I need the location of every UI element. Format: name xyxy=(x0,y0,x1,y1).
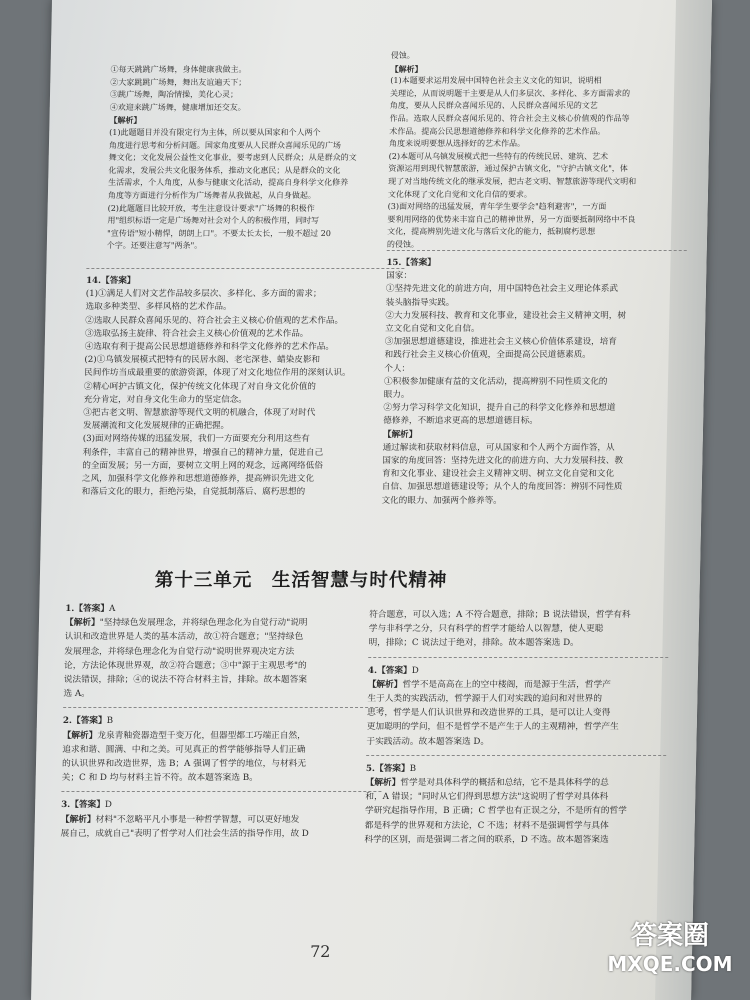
analysis-line: 角度，要从人民群众喜闻乐见的、人民群众喜闻乐见的文艺 xyxy=(389,101,598,111)
answer-value: D xyxy=(104,800,113,811)
question-block xyxy=(366,664,668,749)
continued-line: 明，排除；C 说法过于绝对，排除。故本题答案选 D。 xyxy=(368,638,579,649)
analysis-line: "宣传语"短小精悍，朗朗上口"。不要太长太长，一般不超过 20 xyxy=(107,228,331,238)
analysis-line: 关理论，从而说明题干主要是从人们多层次、多样化、多方面需求的 xyxy=(389,88,631,98)
slogan-line: ③跳广场舞，陶冶情操，美化心灵； xyxy=(109,90,239,100)
analysis-line: (1)此题题目并没有限定行为主体，所以要从国家和个人两个 xyxy=(109,127,321,137)
answer-tag: 1.【答案】 xyxy=(65,604,110,614)
analysis-line: 的侵蚀。 xyxy=(386,239,419,249)
analysis-line: 追求和谐、圆满、中和之美。可见真正的哲学能够指导人们正确 xyxy=(62,744,306,755)
analysis-line: 发展理念，并将绿色理念化为自觉行动"说明世界观决定方法 xyxy=(64,646,295,657)
analysis-tag: 【解析】 xyxy=(390,63,423,74)
analysis-line: 术作品。提高公民思想道德修养和科学文化修养的艺术作品。 xyxy=(389,126,606,136)
analysis-tag: 【解析】 xyxy=(62,730,98,741)
answer-line: 装头脑指导实践。 xyxy=(385,297,455,308)
analysis-line: (1)本题要求运用发展中国特色社会主义文化的知识，说明相 xyxy=(390,76,602,86)
analysis-line: 文化体现了文化自觉和文化自信的要求。 xyxy=(387,189,533,199)
analysis-line: 说法错误，排除；④的说法不符合材料主旨，排除。故本题答案 xyxy=(63,675,308,686)
answer-line: ②努力学习科学文化知识，提升自己的科学文化修养和思想道 xyxy=(383,403,616,414)
analysis-line: 选 A。 xyxy=(63,689,90,700)
answer-line: 德修养，不断追求更高的思想道德目标。 xyxy=(383,416,538,427)
answer-value: D xyxy=(411,665,419,676)
analysis-line: (2)此题题目比较开放，考生注意设计要求"广场舞的积极作 xyxy=(107,203,315,213)
divider xyxy=(366,755,666,756)
analysis-line: 认识和改造世界是人类的基本活动，故①符合题意；"坚持绿色 xyxy=(64,632,304,643)
answer-line: 利条件，丰富自己的精神世界，增强自己的精神力量，促进自己 xyxy=(82,447,324,458)
answer-line: 和落后文化的眼力，拒绝污染，自觉抵制落后、腐朽思想的 xyxy=(81,487,306,498)
answer-line: ③加强思想道德建设，推进社会主义核心价值体系建设，培育 xyxy=(384,337,617,348)
answer-value: B xyxy=(409,763,417,774)
analysis-line: 资源运用到现代智慧旅游，通过保护古镇文化，"守护古镇文化"，体 xyxy=(388,164,628,174)
analysis-line: "坚持绿色发展理念，并将绿色理念化为自觉行动"说明 xyxy=(99,618,308,629)
answer-tag: 15.【答案】 xyxy=(386,258,436,268)
analysis-line: 材料"不忽略平凡小事是一种哲学智慧，可以更好地发 xyxy=(95,814,300,825)
analysis-line: (3)面对网络的迅猛发展，青年学生要学会"趋利避害"，一方面 xyxy=(387,202,607,212)
analysis-line: 自信、加强思想道德建设等；从个人的角度回答：辨别不同性质 xyxy=(381,482,623,493)
answer-line: 和践行社会主义核心价值观，全面提高公民道德素质。 xyxy=(384,350,591,361)
watermark-text: 答案圈 xyxy=(630,921,709,951)
book-page xyxy=(31,0,712,1000)
answer-tag: 14.【答案】 xyxy=(86,276,136,286)
answer-tag: 3.【答案】 xyxy=(61,800,106,811)
analysis-line: 论，方法论体现世界观，故②符合题意；③中"源于主观思考"的 xyxy=(63,660,307,671)
question-block xyxy=(62,714,383,785)
analysis-line: 角度来说明要想从选择好的艺术作品。 xyxy=(388,139,526,149)
analysis-line: 龙泉青釉瓷器造型千变万化，但器型都工巧端正自然， xyxy=(97,730,306,741)
question-block xyxy=(60,798,381,841)
analysis-line: 关；C 和 D 均与材料主旨不符。故本题答案选 B。 xyxy=(61,773,258,784)
answer-line: ④选取有利于提高公民思想道德修养和科学文化修养的艺术作品。 xyxy=(84,342,335,353)
top-left-column xyxy=(107,64,407,253)
unit-title: 第十三单元 生活智慧与时代精神 xyxy=(154,570,448,591)
analysis-line: 都是科学的世界观和方法论，C 不选；材料不是强调哲学与具体 xyxy=(364,820,609,831)
analysis-line: 思考，哲学是人们认识世界和改造世界的工具，是可以让人变得 xyxy=(366,708,611,719)
analysis-line: 文化，提高辨别先进文化与落后文化的能力，抵制腐朽思想 xyxy=(387,227,596,237)
answer-line: 个人： xyxy=(384,363,411,374)
bottom-left-column xyxy=(60,602,385,844)
analysis-tag: 【解析】 xyxy=(365,778,401,789)
answer-line: ①积极参加健康有益的文化活动，提高辨别不同性质文化的 xyxy=(383,376,608,387)
divider xyxy=(387,250,687,251)
answer-value: B xyxy=(106,716,114,727)
answer-line: 发展潮流和文化发展规律的正确把握。 xyxy=(82,421,230,432)
analysis-line: 国家的角度回答：坚持先进文化的前进方向、大力发展科技、教 xyxy=(382,456,624,467)
analysis-line: 用"组织标语一定是广场舞对社会对个人的积极作用，同时写 xyxy=(107,216,320,226)
answer-line: 立文化自觉和文化自信。 xyxy=(385,324,480,335)
analysis-line: 和，A 错误；"同时从它们得到思想方法"这说明了哲学对具体科 xyxy=(365,792,609,803)
analysis-line: 展自己，成就自己"表明了哲学对人们社会生活的指导作用，故 D xyxy=(60,828,309,839)
analysis-line: 文化的眼力、加强两个修养等。 xyxy=(381,495,502,506)
continued-line: 符合题意，可以入选；A 不符合题意，排除；B 说法错误，哲学有科 xyxy=(369,610,631,620)
continued-line: 侵蚀。 xyxy=(390,51,415,60)
answer-line: (1)①满足人们对文艺作品较多层次、多样化、多方面的需求； xyxy=(85,289,322,300)
analysis-line: 哲学不是高高在上的空中楼阁，而是源于生活，哲学产 xyxy=(402,679,612,690)
analysis-line: 哲学是对具体科学的概括和总结，它不是具体科学的总 xyxy=(400,778,609,789)
analysis-line: 于实践活动。故本题答案选 D。 xyxy=(366,736,490,747)
answer-line: 充分肯定，对自身文化生命力的坚定信念。 xyxy=(83,394,248,405)
analysis-line: 科学的区别，而是强调二者之间的联系，D 不选。故本题答案选 xyxy=(364,834,609,845)
question-block xyxy=(364,762,666,847)
slogan-line: ①每天跳跳广场舞，身体健康我做主。 xyxy=(110,65,247,74)
analysis-line: 通过解读和获取材料信息，可从国家和个人两个方面作答，从 xyxy=(382,442,615,453)
analysis-line: 个字。还要注意写"两条"。 xyxy=(106,241,203,251)
answer-line: ③把古老文明、智慧旅游等现代文明的机融合，体现了对时代 xyxy=(83,408,316,419)
divider xyxy=(63,707,383,708)
divider xyxy=(61,791,381,792)
question-15 xyxy=(381,244,687,508)
answer-line: 的全面发展；另一方面，要树立文明上网的观念，远离网络低俗 xyxy=(82,460,323,471)
watermark-logo xyxy=(600,920,740,976)
analysis-line: 角度进行思考和分析问题。国家角度要从人民群众喜闻乐见的广场 xyxy=(108,140,342,150)
question-14 xyxy=(82,262,405,499)
bottom-right-column xyxy=(364,608,669,850)
answer-line: ②选取人民群众喜闻乐见的、符合社会主义核心价值观的艺术作品。 xyxy=(85,315,344,326)
answer-line: 民间作坊当成最重要的旅游资源，体现了对文化地位作用的深刻认识。 xyxy=(84,368,351,379)
answer-line: ①坚持先进文化的前进方向，用中国特色社会主义理论体系武 xyxy=(385,284,619,295)
analysis-line: 生活需求，个人角度，从参与健康文化活动，提高自身科学文化修养 xyxy=(108,178,349,188)
answer-value: A xyxy=(108,604,116,614)
analysis-line: 更加聪明的学问，但不是哲学不是产生于人的主观精神，哲学产生 xyxy=(366,722,619,733)
question-block xyxy=(63,602,385,701)
answer-line: ③选取弘扬主旋律、符合社会主义核心价值观的艺术作品。 xyxy=(84,328,309,339)
answer-tag: 4.【答案】 xyxy=(367,665,412,676)
analysis-line: 角度等方面进行分析作为广场舞者从我做起，从自身做起。 xyxy=(107,190,317,200)
analysis-tag: 【解析】 xyxy=(64,618,100,629)
page-number: 72 xyxy=(309,942,331,961)
answer-tag: 2.【答案】 xyxy=(62,716,107,727)
analysis-line: 生于人类的实践活动，哲学源于人们对实践的追问和对世界的 xyxy=(367,694,603,705)
divider xyxy=(86,268,404,269)
answer-line: (3)面对网络传媒的迅猛发展，我们一方面要充分利用这些有 xyxy=(82,434,310,445)
answer-line: 之风，加强科学文化修养和思想道德修养，提高辨识先进文化 xyxy=(81,474,315,485)
analysis-tag: 【解析】 xyxy=(367,679,403,690)
answer-line: 选取多种类型、多样风格的艺术作品。 xyxy=(85,302,232,313)
analysis-line: 育和文化事业、建设社会主义精神文明、树立文化自觉和文化 xyxy=(381,469,615,480)
analysis-tag: 【解析】 xyxy=(60,814,96,825)
analysis-line: 现了对当地传统文化的继承发展，把古老文明、智慧旅游等现代文明和 xyxy=(388,176,637,186)
answer-line: ②精心呵护古镇文化，保护传统文化体现了对自身文化价值的 xyxy=(83,381,317,392)
analysis-line: 舞文化；文化发展公益性文化事业，要考虑到人民群众；从是群众的文 xyxy=(108,153,357,163)
answer-tag: 5.【答案】 xyxy=(365,763,410,774)
answer-line: 国家： xyxy=(386,271,413,282)
slogan-line: ②大家跳跳广场舞，舞出友谊遍天下； xyxy=(110,77,247,87)
divider xyxy=(368,657,668,658)
analysis-line: 的认识世界和改造世界，选 B；A 强调了哲学的地位，与材料无 xyxy=(61,759,307,770)
watermark-url: MXQE.COM xyxy=(607,952,733,976)
top-right-column xyxy=(387,50,691,252)
analysis-tag: 【解析】 xyxy=(382,429,418,440)
analysis-line: 学研究起指导作用，B 正确；C 哲学也有正误之分，不是所有的哲学 xyxy=(364,806,627,817)
analysis-line: 作品。选取人民群众喜闻乐见的、符合社会主义核心价值观的作品等 xyxy=(389,113,630,123)
slogan-line: ④欢迎来跳广场舞，健康增加还交友。 xyxy=(109,102,246,112)
answer-line: 眼力。 xyxy=(383,390,410,401)
answer-line: (2)①乌镇发展模式把特有的民居水阁、老宅深巷、蜡染皮影和 xyxy=(84,355,321,366)
analysis-line: 化需求，发展公共文化服务体系，推动文化惠民；从是群众的文化 xyxy=(108,165,341,175)
continued-line: 学与非科学之分，只有科学的哲学才能给人以智慧，使人更聪 xyxy=(368,624,604,635)
answer-line: ②大力发展科技、教育和文化事业，建设社会主义精神文明，树 xyxy=(385,310,627,321)
analysis-line: 要利用网络的优势来丰富自己的精神世界，另一方面要抵制网络中不良 xyxy=(387,214,636,224)
analysis-line: (2)本题可从乌镇发展模式把一些特有的传统民居、建筑、艺术 xyxy=(388,151,609,161)
analysis-tag: 【解析】 xyxy=(109,115,142,126)
